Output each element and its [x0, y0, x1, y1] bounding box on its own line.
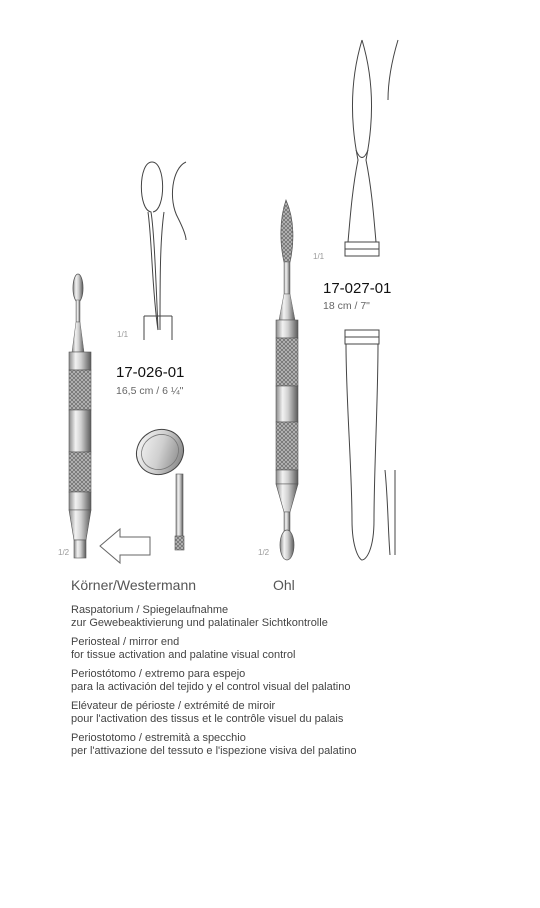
description-de: Raspatorium / Spiegelaufnahme zur Gewebeaktivierung und palatinaler Sichtkontrolle [71, 604, 328, 629]
scale-marker-full-1: 1/2 [58, 548, 70, 557]
product-code-2: 17-027-01 [323, 280, 392, 297]
mirror-end-detail [128, 421, 192, 550]
product-name-1: Körner/Westermann [71, 577, 197, 593]
instrument-17-026-01-tip-detail [141, 162, 186, 340]
description-es: Periostótomo / extremo para espejo para la activación del tejido y el control visual del palatino [71, 668, 351, 693]
description-en: Periosteal / mirror end for tissue activation and palatine visual control [71, 636, 296, 661]
product-name-2: Ohl [273, 577, 295, 593]
product-code-1: 17-026-01 [116, 364, 185, 381]
scale-marker-full-2: 1/2 [258, 548, 270, 557]
product-size-2: 18 cm / 7" [323, 300, 370, 312]
instrument-17-027-01-full [276, 200, 298, 560]
instrument-17-026-01-full [69, 274, 91, 558]
scale-marker-detail-2: 1/1 [313, 252, 325, 261]
product-description [71, 604, 511, 764]
description-fr: Elévateur de périoste / extrémité de miroir pour l'activation des tissus et le contrôle visuel du palais [71, 700, 344, 725]
arrow-left-icon [100, 529, 150, 563]
product-size-1: 16,5 cm / 6 ¼" [116, 385, 184, 397]
scale-marker-detail-1: 1/1 [117, 330, 129, 339]
description-it: Periostotomo / estremità a specchio per l'attivazione del tessuto e l'ispezione visiva del palatino [71, 732, 357, 757]
